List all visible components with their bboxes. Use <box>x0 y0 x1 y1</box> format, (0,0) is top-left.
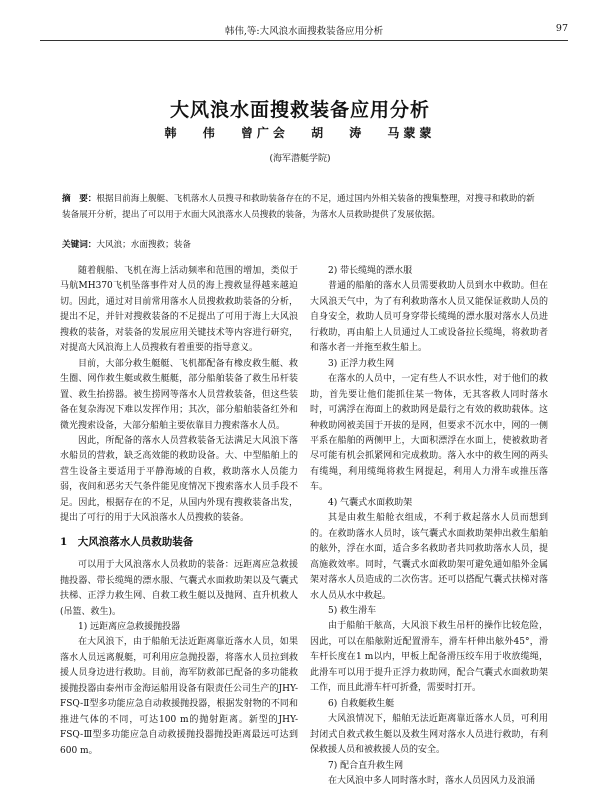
paragraph: 大风浪情况下，船舶无法近距离靠近落水人员，可利用封闭式自救式救生艇以及救生网对落水人员进行救助，有利保救援人员和被救援人员的安全。 <box>310 714 548 756</box>
authors: 韩 伟 曾广会 胡 涛 马蒙蒙 <box>164 126 436 140</box>
article-title: 大风浪水面搜救装备应用分析 <box>169 99 430 121</box>
keywords <box>62 238 542 250</box>
affiliation: (海军潜艇学院) <box>269 154 331 164</box>
abstract <box>62 191 542 223</box>
page-number: 97 <box>555 23 568 34</box>
subheading: 6) 自救艇救生艇 <box>328 698 395 709</box>
paragraph: 随着舰船、飞机在海上活动频率和范围的增加，类似于马航MH370飞机坠落事件对人员的海上搜救显得越来越迫切。因此，通过对目前常用落水人员搜救救助装备的分析，提出不足，并针对搜救装备的不足提出了可用于海上大风浪搜救的装备，对装备的发展应用关键技术等内容进行研究，对提高大风浪海上人员搜救有着重要的指导意义。 <box>60 266 298 354</box>
subheading: 5) 救生滑车 <box>328 605 377 616</box>
section-heading: 1 大风浪落水人员救助装备 <box>60 535 194 548</box>
paragraph: 在大风浪中多人同时落水时，落水人员因风力及浪涌 <box>328 775 536 786</box>
paragraph: 在落水的人员中，一定有些人不识水性，对于他们的救助，首先要让他们能抓住某一物体，无其客救人同时落水时，可满浮在海面上的救助网是最行之有效的救助载体。这种救助网被美国于开拔的是网，但要求不沉水中，网的一侧平系在船舶的两侧甲上，大面积漂浮在水面上，使被救助者尽可能有机会抓紧网和完成救助。落入水中的救生网的两头有缆绳，利用缆绳将救生网提起，利用人力滑车或推压落车。 <box>310 374 548 493</box>
paragraph: 在大风浪下，由于船舶无法近距离靠近落水人员，如果落水人员远离舰艇，可利用应急抛投器，将落水人员拉到救援人员身边进行救助。目前，海军防救部已配备的多功能救援抛投器由泰州市金海运船用设备有限责任公司生产的JHY-FSQ-Ⅱ型多功能应急自动救援抛投器，根据发射物的不同和推进气体的不同，可达100 m的抛射距离。新型的JHY-FSQ-Ⅲ型多功能应急自动救援抛投器抛投距离最远可达到600 m。 <box>60 637 298 756</box>
left-column <box>60 264 298 759</box>
paragraph: 因此，所配备的落水人员营救装备无法满足大风浪下落水船员的营救，缺乏高效能的救助设备。大、中型船舶上的营生设备主要适用于平静海域的自救，救助落水人员能力弱，夜间和恶劣天气条件能见度情况下搜索落水人员手段不足。因此，根据存在的不足，从国内外现有搜救装备出发，提出了可行的用于大风浪落水人员搜救的装备。 <box>60 435 298 524</box>
keywords-text: 大风浪；水面搜救；装备 <box>96 240 191 250</box>
subheading: 1) 远距离应急救援抛投器 <box>78 621 181 632</box>
keywords-label: 关键词： <box>62 240 97 250</box>
abstract-text: 根据目前海上舰艇、飞机落水人员搜寻和救助装备存在的不足，通过国内外相关装备的搜集整理，对搜寻和救助的新装备展开分析，提出了可以用于水面大风浪落水人员搜救的装备，为落水人员救助提供了发展依据。 <box>62 194 535 220</box>
subheading: 2) 带长缆绳的漂水服 <box>328 266 413 276</box>
right-column <box>310 264 548 789</box>
paragraph: 由于船舶干舷高，大风浪下救生吊杆的操作比较危险，因此，可以在船舷附近配置滑车，滑车杆伸出舷外45°，滑车杆长度在1 m以内，甲板上配备滑压绞车用于收放缆绳，此滑车可以用于提升正浮力救助网，配合气囊式水面救助架工作，而且此滑车杆可折叠，需要时打开。 <box>310 621 548 694</box>
paragraph: 普通的船舶的落水人员需要救助人员到水中救助。但在大风浪天气中，为了有利救助落水人员又能保证救助人员的自身安全，救助人员可身穿带长缆绳的漂水服对落水人员进行救助，再由船上人员通过人工或设备拉长缆绳，将救助者和落水者一并拖至救生船上。 <box>310 281 548 354</box>
paragraph: 目前，大部分救生艇艇、飞机都配备有橡皮救生艇、救生圈、网作救生艇或救生艇艇，部分船舶装备了救生吊杆装置、救生抬捞器。被生捞网等落水人员营救装备，但这些装备在复杂海况下难以发挥作用；其次，部分船舶装备红外和微光搜索设备，大部分船舶主要依靠目力搜索落水人员。 <box>60 358 298 431</box>
running-title: 韩伟,等:大风浪水面搜救装备应用分析 <box>224 26 384 37</box>
paragraph: 其是由救生船舱衣组成，不利于救起落水人员而想到的。在救助落水人员时，该气囊式水面救助架伸出救生船舶的舷外，浮在水面，适合多名救助者共同救助落水人员，提高施救效率。同时，气囊式水面救助架可避免通如船外金属架对落水人员造成的二次伤害。还可以搭配气囊式扶梯对落水人员从水中救起。 <box>310 513 548 601</box>
running-head <box>40 23 568 37</box>
subheading: 4) 气囊式水面救助架 <box>328 497 413 508</box>
abstract-label: 摘 要： <box>62 194 97 204</box>
paragraph: 可以用于大风浪落水人员救助的装备：远距离应急救援抛投器、带长缆绳的漂水服、气囊式水面救助架以及气囊式扶梯、正浮力救生网、自救工救生艇以及抛网、直升机救人(吊篮、救生)。 <box>60 560 298 617</box>
subheading: 3) 正浮力救生网 <box>328 358 395 369</box>
header-rule <box>40 40 568 41</box>
subheading: 7) 配合直升救生网 <box>328 760 404 771</box>
